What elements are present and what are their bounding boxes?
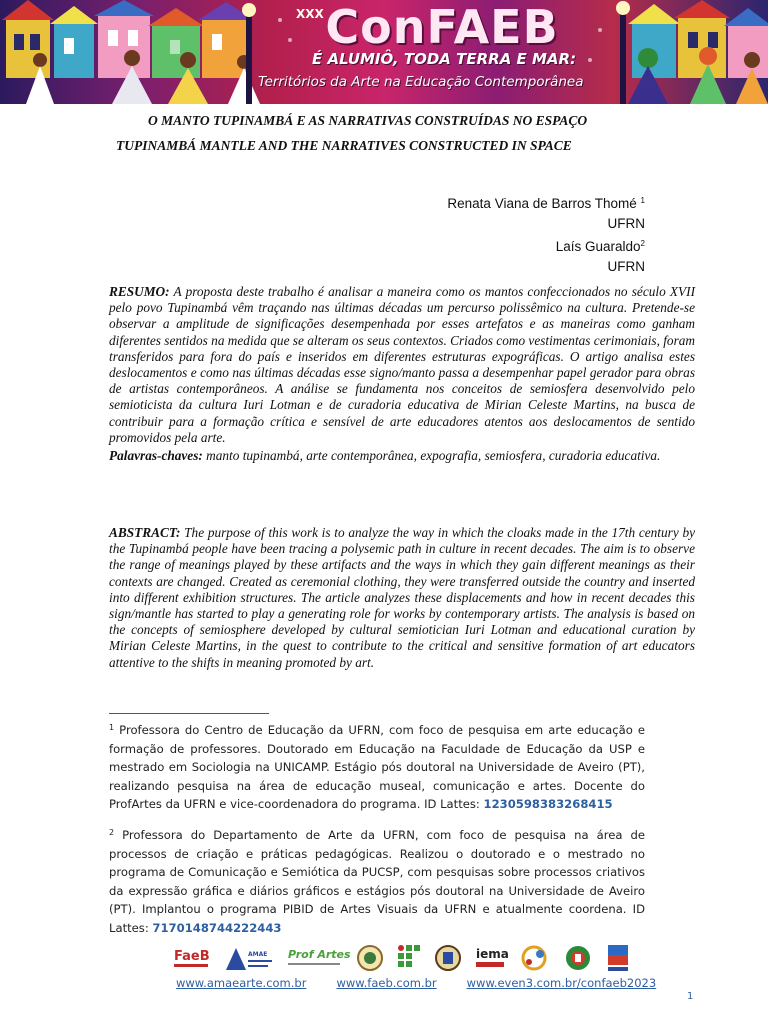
footnote-2 [109,824,645,937]
keywords-paragraph [109,448,695,464]
amae-logo [224,944,274,977]
profartes-logo-text: Prof Artes [288,947,351,961]
link-amaearte[interactable]: www.amaearte.com.br [176,976,307,990]
resumo-text: A proposta deste trabalho é analisar a maneira como os mantos confeccionados no século XVII pelo povo Tupinambá vêm traçando nas últimas décadas um percurso polissêmico na cultura. Pretende-se observar a amplitude de significações desempenhada por esses artefatos e as maneiras como ganham diferentes sentidos na medida que se alteram os seus contextos. Criados como vestimentas cerimoniais, foram transferidos para fora do país e inseridos em diferentes estruturas expográficas. O artigo analisa estes deslocamentos e como nas últimas décadas esse signo/manto passa a desempenhar papel gerador para obras de artistas contemporâneos. A análise se fundamenta nos conceitos de semiosfera desenvolvido pelo semioticista da cultura Iuri Lotman e de curadoria educativa de Mirian Celeste Martins, na busca de contribuir para a formação crítica e sensível de arte educadores atentos aos deslocamentos de sentido promovidos pela arte. [109,284,695,445]
iema-logo [474,944,508,977]
link-faeb[interactable]: www.faeb.com.br [336,976,437,990]
faeb-logo [172,944,212,977]
author-2 [447,234,645,257]
state-seal-logo [604,943,632,978]
footer-links [176,976,656,990]
resumo-paragraph [109,284,695,446]
abstract-label: ABSTRACT: [109,525,181,540]
page-number: 1 [687,991,694,1002]
footnote-1 [109,719,645,814]
footnote-1-lattes-link[interactable]: 1230598383268415 [483,797,613,811]
title-english: TUPINAMBÁ MANTLE AND THE NARRATIVES CONSTRUCTED IN SPACE [116,138,572,153]
author-1 [447,191,645,214]
abstract-text: The purpose of this work is to analyze the way in which the cloaks made in the 17th century by the Tupinambá people have been tracing a polysemic path in culture in recent decades. The aim is to observe the range of meanings played by these artifacts and the ways in which they gain different meanings as their contexts are changed. Created as ceremonial clothing, they were transferred outside the country and inserted into different exhibition structures. The article analyzes these displacements and how in recent decades this sign/mantle has started to play a generating role for works by contemporary artists. The analysis is based on the concepts of semiosphere developed by cultural semiotician Iuri Lotman and educational curation by Mirian Celeste Martins, in the quest to contribute to the critical and sensitive formation of art educators attentive to the shifts in meaning promoted by art. [109,525,695,670]
footnote-1-mark: 1 [109,723,115,732]
profartes-logo [286,944,351,977]
sponsor-logos [172,944,632,976]
keywords-text: manto tupinambá, arte contemporânea, expografia, semiosfera, curadoria educativa. [202,448,661,463]
conference-banner [0,0,768,104]
author-1-affiliation: UFRN [607,216,645,231]
footnote-1-text: Professora do Centro de Educação da UFRN, com foco de pesquisa em arte educação e formação de professores. Doutorado em Educação na Faculdade de Educação da USP e mestrado em Sociologia na UNICAMP. Estágio pós doutoral na Universidade de Aveiro (PT), realizando pesquisa na área de educação museal, comunicação e artes. Docente do ProfArtes da UFRN e vice-coordenadora do programa. ID Lattes: [109,723,645,811]
author-2-name: Laís Guaraldo [555,239,641,254]
seal-logo-2 [434,944,462,977]
link-even3-confaeb[interactable]: www.even3.com.br/confaeb2023 [466,976,657,990]
banner-subtitle: É ALUMIÔ, TODA TERRA E MAR: [312,50,577,68]
seal-logo-1 [356,944,384,977]
footnote-divider [109,713,269,714]
author-1-footnote-mark[interactable]: 1 [640,196,645,205]
federal-institute-logo [396,943,422,978]
portugal-emblem-logo [564,944,592,977]
author-2-affiliation: UFRN [607,259,645,274]
title-portuguese: O MANTO TUPINAMBÁ E AS NARRATIVAS CONSTRUÍDAS NO ESPAÇO [148,113,588,128]
author-1-name: Renata Viana de Barros Thomé [447,196,637,211]
iema-logo-text: iema [476,946,509,961]
footnote-2-lattes-link[interactable]: 7170148744222443 [152,920,282,935]
amae-logo-text: AMAE [248,950,268,958]
footnote-2-text: Professora do Departamento de Arte da UFRN, com foco de pesquisa na área de processos de criação e práticas pedagógicas. Realizou o doutorado e o mestrado no programa de Comunicação e Semiótica da PUCSP, com pesquisas sobre processos criativos da expressão gráfica e diários gráficos e estágios pós doutoral na Universidade de Aveiro (PT). Implantou o programa PIBID de Artes Visuais da UFRN e atualmente coordena. ID Lattes: [109,828,645,935]
author-2-footnote-mark[interactable]: 2 [640,239,645,248]
abstract-paragraph [109,525,695,671]
banner-tagline: Territórios da Arte na Educação Contemporânea [258,74,584,90]
banner-edition: XXX [296,7,324,21]
keywords-label: Palavras-chaves: [109,448,203,463]
footnote-2-mark: 2 [109,828,115,837]
arte-logo [520,944,552,977]
banner-title: ConFAEB [325,0,559,54]
resumo-label: RESUMO: [109,284,170,299]
authors-block [447,191,645,277]
faeb-logo-text: FaeB [174,948,210,964]
